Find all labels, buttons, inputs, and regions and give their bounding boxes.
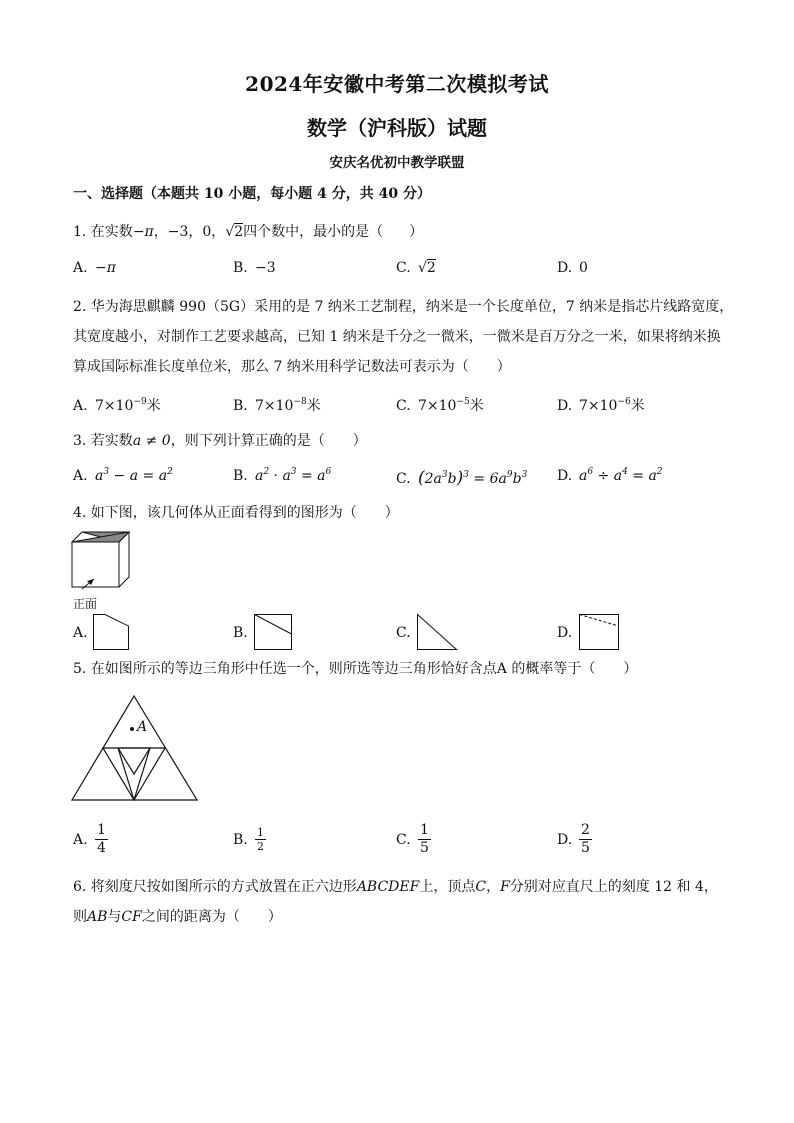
q2-option-d[interactable] — [557, 395, 645, 415]
exam-title: 2024年安徽中考第二次模拟考试 — [245, 72, 549, 96]
option-label: D. — [557, 398, 573, 414]
option-label: A. — [73, 398, 88, 414]
fraction — [579, 822, 592, 857]
q1-option-a[interactable] — [73, 260, 116, 276]
q6-segment-ab: AB — [87, 909, 108, 925]
q1-option-d[interactable] — [557, 260, 588, 276]
question-2-line-2: 其宽度越小，对制作工艺要求越高，已知 1 纳米是千分之一微米，一微米是百万分之一米，如果将纳米换 — [73, 329, 721, 345]
option-base: 7×10 — [95, 398, 134, 414]
q4-front-label: 正面 — [73, 597, 98, 611]
q1-neg-pi: −π — [132, 224, 154, 240]
q4-option-c-figure — [417, 614, 457, 650]
q3-option-c[interactable] — [396, 468, 527, 488]
q5-point-label: A — [137, 719, 148, 735]
q3-option-a[interactable] — [73, 468, 173, 484]
q2-option-b[interactable] — [233, 395, 321, 415]
q6-text: 6. 将刻度尺按如图所示的方式放置在正六边形 — [73, 879, 357, 895]
question-2-line-3: 算成国际标准长度单位米，那么 7 纳米用科学记数法可表示为（ ） — [73, 359, 511, 375]
option-label: C. — [396, 831, 411, 848]
option-exponent: −8 — [293, 397, 307, 407]
q6-text: 则 — [73, 909, 87, 925]
question-3 — [73, 431, 367, 451]
q1-neg3: −3 — [167, 224, 189, 240]
option-label: D. — [557, 625, 573, 641]
option-label: B. — [233, 260, 248, 276]
fraction — [255, 826, 266, 853]
option-label: C. — [396, 398, 411, 414]
q1-option-c[interactable]: C. √2 — [396, 260, 436, 276]
option-label: A. — [73, 831, 88, 848]
option-text: −3 — [255, 260, 276, 276]
denominator: 5 — [581, 840, 590, 856]
q1-close: ） — [409, 224, 424, 240]
question-2-line-1: 2. 华为海思麒麟 990（5G）采用的是 7 纳米工艺制程，纳米是一个长度单位，7 纳米是指芯片线路宽度， — [73, 299, 734, 315]
q3-option-c-expr: $(2a^3b)^3 = 6a^9b^3$ — [418, 468, 528, 488]
q4-option-c[interactable] — [396, 625, 418, 641]
q1-sep1: ， — [153, 224, 168, 240]
option-unit: 米 — [146, 398, 161, 414]
q1-prefix: 1. 在实数 — [73, 224, 133, 240]
denominator: 4 — [97, 840, 106, 856]
option-base: 7×10 — [579, 398, 618, 414]
q6-vertex-f: F — [500, 879, 510, 895]
denominator: 2 — [257, 840, 264, 853]
q1-sqrt: √2 — [225, 224, 244, 240]
q6-vertex-c: C — [475, 879, 487, 895]
q4-option-a-figure — [93, 614, 129, 650]
exam-issuer: 安庆名优初中教学联盟 — [329, 155, 465, 171]
section-heading: 一、选择题（本题共 10 小题，每小题 4 分，共 40 分） — [73, 186, 431, 202]
q2-option-a[interactable] — [73, 395, 161, 415]
q3-option-b[interactable] — [233, 468, 331, 484]
option-base: 7×10 — [255, 398, 294, 414]
q2-option-c[interactable] — [396, 395, 484, 415]
q6-text: ， — [486, 879, 501, 895]
option-text: −π — [95, 260, 116, 276]
question-5: 5. 在如图所示的等边三角形中任选一个，则所选等边三角形恰好含点A 的概率等于（ ） — [73, 661, 638, 677]
q6-text: 上，顶点 — [419, 879, 476, 895]
option-unit: 米 — [630, 398, 645, 414]
q5-option-d[interactable] — [557, 822, 592, 857]
q4-option-b[interactable] — [233, 625, 255, 641]
option-label: D. — [557, 468, 573, 484]
q4-option-b-figure — [254, 614, 292, 650]
option-label: A. — [73, 260, 88, 276]
option-label: B. — [233, 625, 248, 641]
option-text: 0 — [579, 260, 588, 276]
q6-text: 分别对应直尺上的刻度 12 和 4， — [509, 879, 718, 895]
option-label: C. — [396, 471, 411, 487]
numerator: 2 — [581, 822, 590, 838]
fraction — [95, 822, 108, 857]
option-label: B. — [233, 398, 248, 414]
question-1 — [73, 222, 423, 242]
q6-text: 之间的距离为（ ） — [141, 909, 282, 925]
option-exponent: −6 — [617, 397, 631, 407]
numerator: 1 — [420, 822, 429, 838]
denominator: 5 — [420, 840, 429, 856]
q1-sqrt-radicand: 2 — [234, 224, 244, 240]
q3-condition: a ≠ 0 — [132, 433, 171, 449]
question-4: 4. 如下图，该几何体从正面看得到的图形为（ ） — [73, 505, 399, 521]
q1-suffix: 四个数中，最小的是（ — [243, 224, 384, 240]
numerator: 1 — [257, 826, 264, 839]
option-unit: 米 — [469, 398, 484, 414]
numerator: 1 — [97, 822, 106, 838]
option-label: A. — [73, 468, 88, 484]
q5-option-c[interactable] — [396, 822, 431, 857]
option-label: C. — [396, 625, 411, 641]
q5-triangle-figure — [71, 694, 199, 802]
option-exponent: −9 — [133, 397, 147, 407]
q1-sep2: ，0， — [188, 224, 226, 240]
q1-option-b[interactable] — [233, 260, 276, 276]
q3-prefix: 3. 若实数 — [73, 433, 133, 449]
option-label: B. — [233, 468, 248, 484]
option-label: D. — [557, 260, 573, 276]
q5-option-b[interactable] — [233, 826, 266, 853]
option-label: A. — [73, 625, 88, 641]
q6-segment-cf: CF — [121, 909, 142, 925]
question-6-line-2 — [73, 907, 282, 927]
exam-subtitle: 数学（沪科版）试题 — [307, 116, 487, 140]
q5-option-a[interactable] — [73, 822, 108, 857]
option-label: B. — [233, 831, 248, 848]
q4-option-d-figure — [579, 614, 619, 650]
q3-option-a-expr: $a^3 - a = a^2$ — [95, 467, 173, 484]
option-label: D. — [557, 831, 573, 848]
q3-option-d[interactable] — [557, 468, 663, 484]
q3-suffix: ，则下列计算正确的是（ ） — [170, 433, 367, 449]
q6-text: 与 — [107, 909, 122, 925]
q3-option-d-expr: $a^6 \div a^4 = a^2$ — [579, 467, 663, 484]
option-label: C. — [396, 260, 411, 276]
q4-option-a[interactable] — [73, 625, 95, 641]
option-text: 2 — [426, 260, 436, 276]
option-base: 7×10 — [418, 398, 457, 414]
option-exponent: −5 — [456, 397, 470, 407]
option-unit: 米 — [306, 398, 321, 414]
fraction — [418, 822, 431, 857]
q6-hexagon-name: ABCDEF — [356, 879, 420, 895]
q4-option-d[interactable] — [557, 625, 579, 641]
question-6-line-1 — [73, 877, 718, 897]
q3-option-b-expr: $a^2 \cdot a^3 = a^6$ — [255, 467, 332, 484]
q4-solid-figure — [70, 530, 134, 592]
